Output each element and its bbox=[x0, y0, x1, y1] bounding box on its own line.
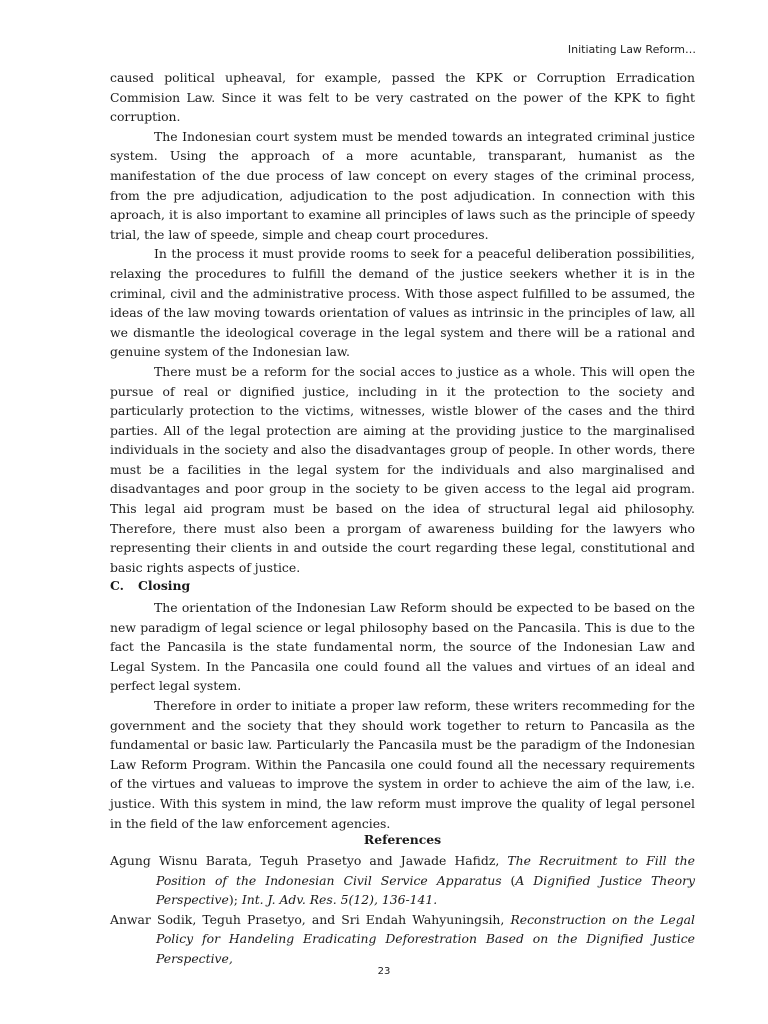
section-number: C. bbox=[110, 578, 124, 593]
page-number: 23 bbox=[377, 966, 391, 977]
paragraph: The Indonesian court system must be mended towards an integrated criminal justice system. Using the approach of a more acuntable, transparant, humanist as the manifestation of the due process of law concept on every stages of the criminal process, from the pre adjudication, adjudication to the post adjudication. In connection with this aproach, it is also important to examine all principles of laws such as the principle of speedy trial, the law of speede, simple and cheap court procedures. bbox=[110, 128, 695, 242]
reference-authors: Agung Wisnu Barata, Teguh Prasetyo and Jawade Hafidz, bbox=[110, 853, 508, 868]
paragraph: Therefore in order to initiate a proper law reform, these writers recommeding for the government and the society that they should work together to return to Pancasila as the fundamental or basic law. Particularly the Pancasila must be the paradigm of the Indonesian Law Reform Program. Within the Pancasila one could found all the necessary requirements of the virtues and valueas to improve the system in order to achieve the aim of the law, i.e. justice. With this system in mind, the law reform must improve the quality of legal personel in the field of the law enforcement agencies. bbox=[110, 697, 695, 831]
paragraph: In the process it must provide rooms to seek for a peaceful deliberation possibilities, relaxing the procedures to fulfill the demand of the justice seekers whether it is in the criminal, civil and the administrative process. With those aspect fulfilled to be assumed, the ideas of the law moving towards orientation of values as intrinsic in the principles of law, all we dismantle the ideological coverage in the legal system and there will be a rational and genuine system of the Indonesian law. bbox=[110, 246, 695, 360]
reference-entry bbox=[110, 910, 695, 969]
paragraph-continued: caused political upheaval, for example, passed the KPK or Corruption Erradication Commision Law. Since it was felt to be very castrated on the power of the KPK to fight corruption. bbox=[110, 70, 695, 125]
references-list bbox=[110, 851, 695, 969]
reference-title: Reconstruction on the Legal Policy for Handeling Eradicating Deforestration Based on the Dignified Justice Perspective, bbox=[156, 911, 695, 966]
reference-title: The Recruitment to Fill the Position of the Indonesian Civil Service Apparatus bbox=[156, 853, 695, 888]
section-heading bbox=[110, 578, 190, 593]
body-text-top bbox=[110, 68, 695, 577]
body-text-closing bbox=[110, 598, 695, 833]
paragraph: The orientation of the Indonesian Law Reform should be expected to be based on the new paradigm of legal science or legal philosophy based on the Pancasila. This is due to the fact the Pancasila is the state fundamental norm, the source of the Indonesian Law and Legal System. In the Pancasila one could found all the values and virtues of an ideal and perfect legal system. bbox=[110, 600, 695, 694]
reference-entry bbox=[110, 851, 695, 910]
reference-subtitle: A Dignified Justice Theory Perspective bbox=[156, 872, 695, 908]
reference-journal: Int. J. Adv. Res. 5(12), 136-141. bbox=[241, 892, 438, 908]
reference-punctuation: ( bbox=[501, 872, 516, 888]
reference-punctuation: ); bbox=[228, 892, 242, 908]
paragraph: There must be a reform for the social acces to justice as a whole. This will open the pursue of real or dignified justice, including in it the protection to the society and particularly protection to the victims, witnesses, wistle blower of the cases and the third parties. All of the legal protection are aiming at the providing justice to the marginalised individuals in the society and also the disadvantages group of people. In other words, there must be a facilities in the legal system for the individuals and also marginalised and disadvantages and poor group in the society to be given access to the legal aid program. This legal aid program must be based on the idea of structural legal aid philosophy. Therefore, there must also been a prorgam of awareness building for the lawyers who representing their clients in and outside the court regarding these legal, constitutional and basic rights aspects of justice. bbox=[110, 363, 695, 575]
section-title: Closing bbox=[138, 578, 191, 593]
running-header: Initiating Law Reform… bbox=[567, 43, 696, 56]
reference-authors: Anwar Sodik, Teguh Prasetyo, and Sri Endah Wahyuningsih, bbox=[110, 911, 511, 927]
references-title: References bbox=[363, 832, 442, 847]
